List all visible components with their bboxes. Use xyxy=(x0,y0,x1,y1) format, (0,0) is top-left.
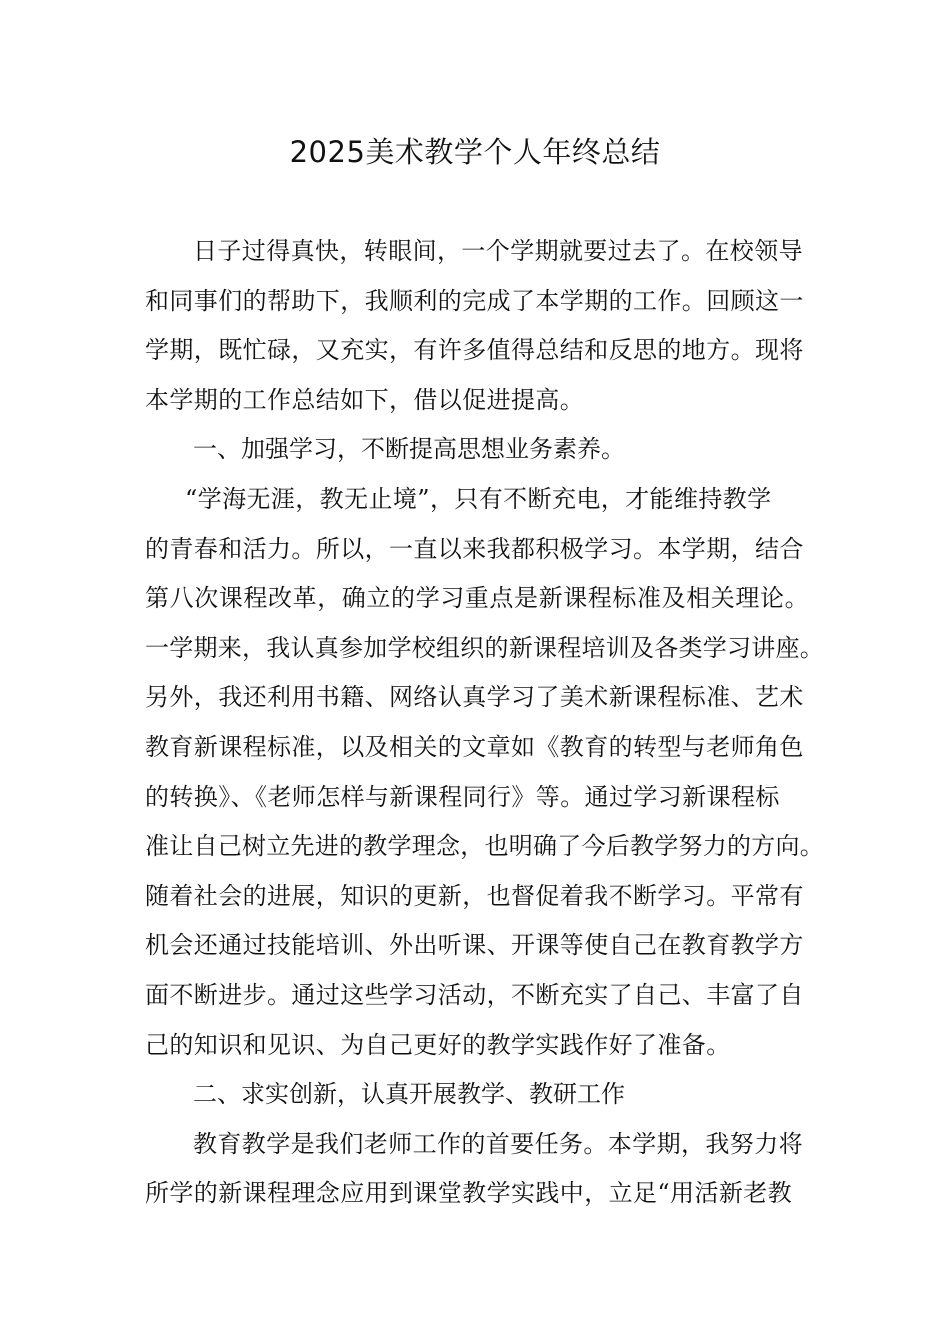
text-line: 和同事们的帮助下，我顺利的完成了本学期的工作。回顾这一 xyxy=(145,286,804,315)
text-line: 的转换》、《老师怎样与新课程同行》等。通过学习新课程标 xyxy=(145,782,780,811)
text-line: 另外，我还利用书籍、网络认真学习了美术新课程标准、艺术 xyxy=(145,683,804,712)
text-line: 准让自己树立先进的教学理念，也明确了今后教学努力的方向。 xyxy=(145,832,824,861)
text-line: 教育教学是我们老师工作的首要任务。本学期，我努力将 xyxy=(193,1129,803,1158)
section-heading: 二、求实创新，认真开展教学、教研工作 xyxy=(193,1080,625,1109)
text-line: 随着社会的进展，知识的更新，也督促着我不断学习。平常有 xyxy=(145,881,804,910)
text-line: 日子过得真快，转眼间，一个学期就要过去了。在校领导 xyxy=(193,237,803,265)
text-line: 第八次课程改革，确立的学习重点是新课程标准及相关理论。 xyxy=(145,584,810,613)
text-line: 面不断进步。通过这些学习活动，不断充实了自己、丰富了自 xyxy=(145,980,804,1009)
text-line: 的青春和活力。所以，一直以来我都积极学习。本学期，结合 xyxy=(145,534,804,563)
text-line: 所学的新课程理念应用到课堂教学实践中，立足“用活新老教 xyxy=(145,1179,793,1208)
section-heading: 一、加强学习，不断提高思想业务素养。 xyxy=(193,435,625,464)
text-line: 教育新课程标准，以及相关的文章如《教育的转型与老师角色 xyxy=(145,732,804,761)
document-body xyxy=(145,233,824,1225)
document-title: 2025美术教学个人年终总结 xyxy=(289,135,661,169)
text-line: 学期，既忙碌，又充实，有许多值得总结和反思的地方。现将 xyxy=(145,336,804,365)
text-line: 己的知识和见识、为自己更好的教学实践作好了准备。 xyxy=(145,1030,731,1059)
text-line: “学海无涯，教无止境”，只有不断充电，才能维持教学 xyxy=(185,484,772,513)
text-line: 本学期的工作总结如下，借以促进提高。 xyxy=(145,385,585,414)
text-line: 一学期来，我认真参加学校组织的新课程培训及各类学习讲座。 xyxy=(145,633,824,662)
text-line: 机会还通过技能培训、外出听课、开课等使自己在教育教学方 xyxy=(145,931,804,960)
